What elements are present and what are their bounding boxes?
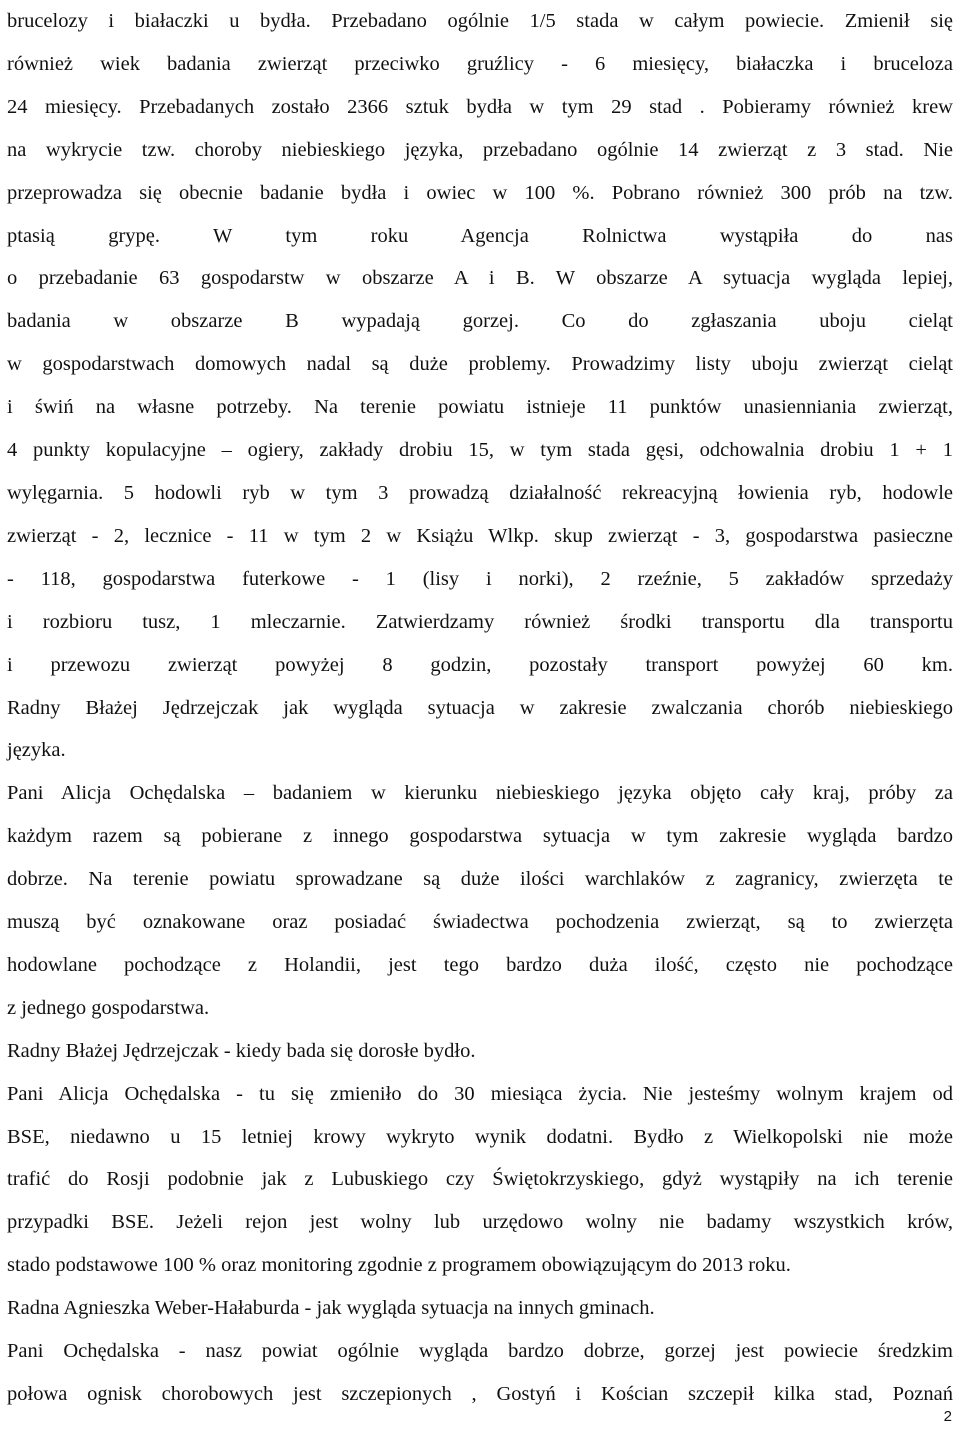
text-line: stado podstawowe 100 % oraz monitoring zgodnie z programem obowiązującym do 2013 roku. xyxy=(7,1254,791,1277)
text-line: muszą być oznakowane oraz posiadać świadectwa pochodzenia zwierząt, są to zwierzęta xyxy=(7,911,953,934)
text-line: Pani Alicja Ochędalska - tu się zmieniło do 30 miesiąca życia. Nie jesteśmy wolnym krajem od xyxy=(7,1082,953,1105)
text-line: brucelozy i białaczki u bydła. Przebadano ogólnie 1/5 stada w całym powiecie. Zmienił się xyxy=(7,10,953,32)
text-line: języka. xyxy=(7,739,66,762)
page-number: 2 xyxy=(943,1408,952,1425)
text-line: 4 punkty kopulacyjne – ogiery, zakłady drobiu 15, w tym stada gęsi, odchowalnia drobiu 1 + 1 xyxy=(7,439,953,462)
text-line: zwierząt - 2, lecznice - 11 w tym 2 w Książu Wlkp. skup zwierząt - 3, gospodarstwa pasieczne xyxy=(7,524,953,547)
text-line: o przebadanie 63 gospodarstw w obszarze A i B. W obszarze A sytuacja wygląda lepiej, xyxy=(7,267,953,290)
paragraph xyxy=(7,1030,953,1073)
text-line: 24 miesięcy. Przebadanych zostało 2366 sztuk bydła w tym 29 stad . Pobieramy również krew xyxy=(7,95,953,118)
paragraph xyxy=(7,0,953,772)
text-line: Radny Błażej Jędrzejczak - kiedy bada się dorosłe bydło. xyxy=(7,1039,476,1062)
text-line: badania w obszarze B wypadają gorzej. Co do zgłaszania uboju cieląt xyxy=(7,310,953,333)
text-line: Pani Ochędalska - nasz powiat ogólnie wygląda bardzo dobrze, gorzej jest powiecie średzkim xyxy=(7,1340,953,1363)
text-line: i rozbioru tusz, 1 mleczarnie. Zatwierdzamy również środki transportu dla transportu xyxy=(7,610,953,633)
paragraph xyxy=(7,1287,953,1330)
text-line: - 118, gospodarstwa futerkowe - 1 (lisy i norki), 2 rzeźnie, 5 zakładów sprzedaży xyxy=(7,567,953,590)
text-line: każdym razem są pobierane z innego gospodarstwa sytuacja w tym zakresie wygląda bardzo xyxy=(7,825,953,848)
text-line: przypadki BSE. Jeżeli rejon jest wolny lub urzędowo wolny nie badamy wszystkich krów, xyxy=(7,1211,953,1234)
text-line: Pani Alicja Ochędalska – badaniem w kierunku niebieskiego języka objęto cały kraj, próby za xyxy=(7,782,953,805)
text-line: hodowlane pochodzące z Holandii, jest tego bardzo duża ilość, często nie pochodzące xyxy=(7,953,953,976)
text-line: Radna Agnieszka Weber-Hałaburda - jak wygląda sytuacja na innych gminach. xyxy=(7,1297,655,1320)
text-line: wylęgarnia. 5 hodowli ryb w tym 3 prowadzą działalność rekreacyjną łowienia ryb, hodowle xyxy=(7,481,953,504)
text-line: i przewozu zwierząt powyżej 8 godzin, pozostały transport powyżej 60 km. xyxy=(7,653,953,676)
text-line: z jednego gospodarstwa. xyxy=(7,996,210,1019)
document-body xyxy=(7,0,953,1416)
text-line: na wykrycie tzw. choroby niebieskiego języka, przebadano ogólnie 14 zwierząt z 3 stad. Nie xyxy=(7,138,953,161)
text-line: połowa ognisk chorobowych jest szczepionych , Gostyń i Kościan szczepił kilka stad, Poznań xyxy=(7,1383,953,1405)
paragraph xyxy=(7,1330,953,1416)
paragraph xyxy=(7,1073,953,1288)
text-line: w gospodarstwach domowych nadal są duże problemy. Prowadzimy listy uboju zwierząt cieląt xyxy=(7,353,953,376)
text-line: ptasią grypę. W tym roku Agencja Rolnictwa wystąpiła do nas xyxy=(7,224,953,247)
text-line: dobrze. Na terenie powiatu sprowadzane są duże ilości warchlaków z zagranicy, zwierzęta te xyxy=(7,868,953,891)
text-line: BSE, niedawno u 15 letniej krowy wykryto wynik dodatni. Bydło z Wielkopolski nie może xyxy=(7,1125,953,1148)
text-line: przeprowadza się obecnie badanie bydła i owiec w 100 %. Pobrano również 300 prób na tzw. xyxy=(7,181,953,204)
text-line: trafić do Rosji podobnie jak z Lubuskiego czy Świętokrzyskiego, gdyż wystąpiły na ich terenie xyxy=(7,1168,953,1191)
text-line: Radny Błażej Jędrzejczak jak wygląda sytuacja w zakresie zwalczania chorób niebieskiego xyxy=(7,696,953,719)
text-line: również wiek badania zwierząt przeciwko gruźlicy - 6 miesięcy, białaczka i bruceloza xyxy=(7,52,953,75)
paragraph xyxy=(7,772,953,1029)
text-line: i świń na własne potrzeby. Na terenie powiatu istnieje 11 punktów unasienniania zwierząt, xyxy=(7,396,953,419)
